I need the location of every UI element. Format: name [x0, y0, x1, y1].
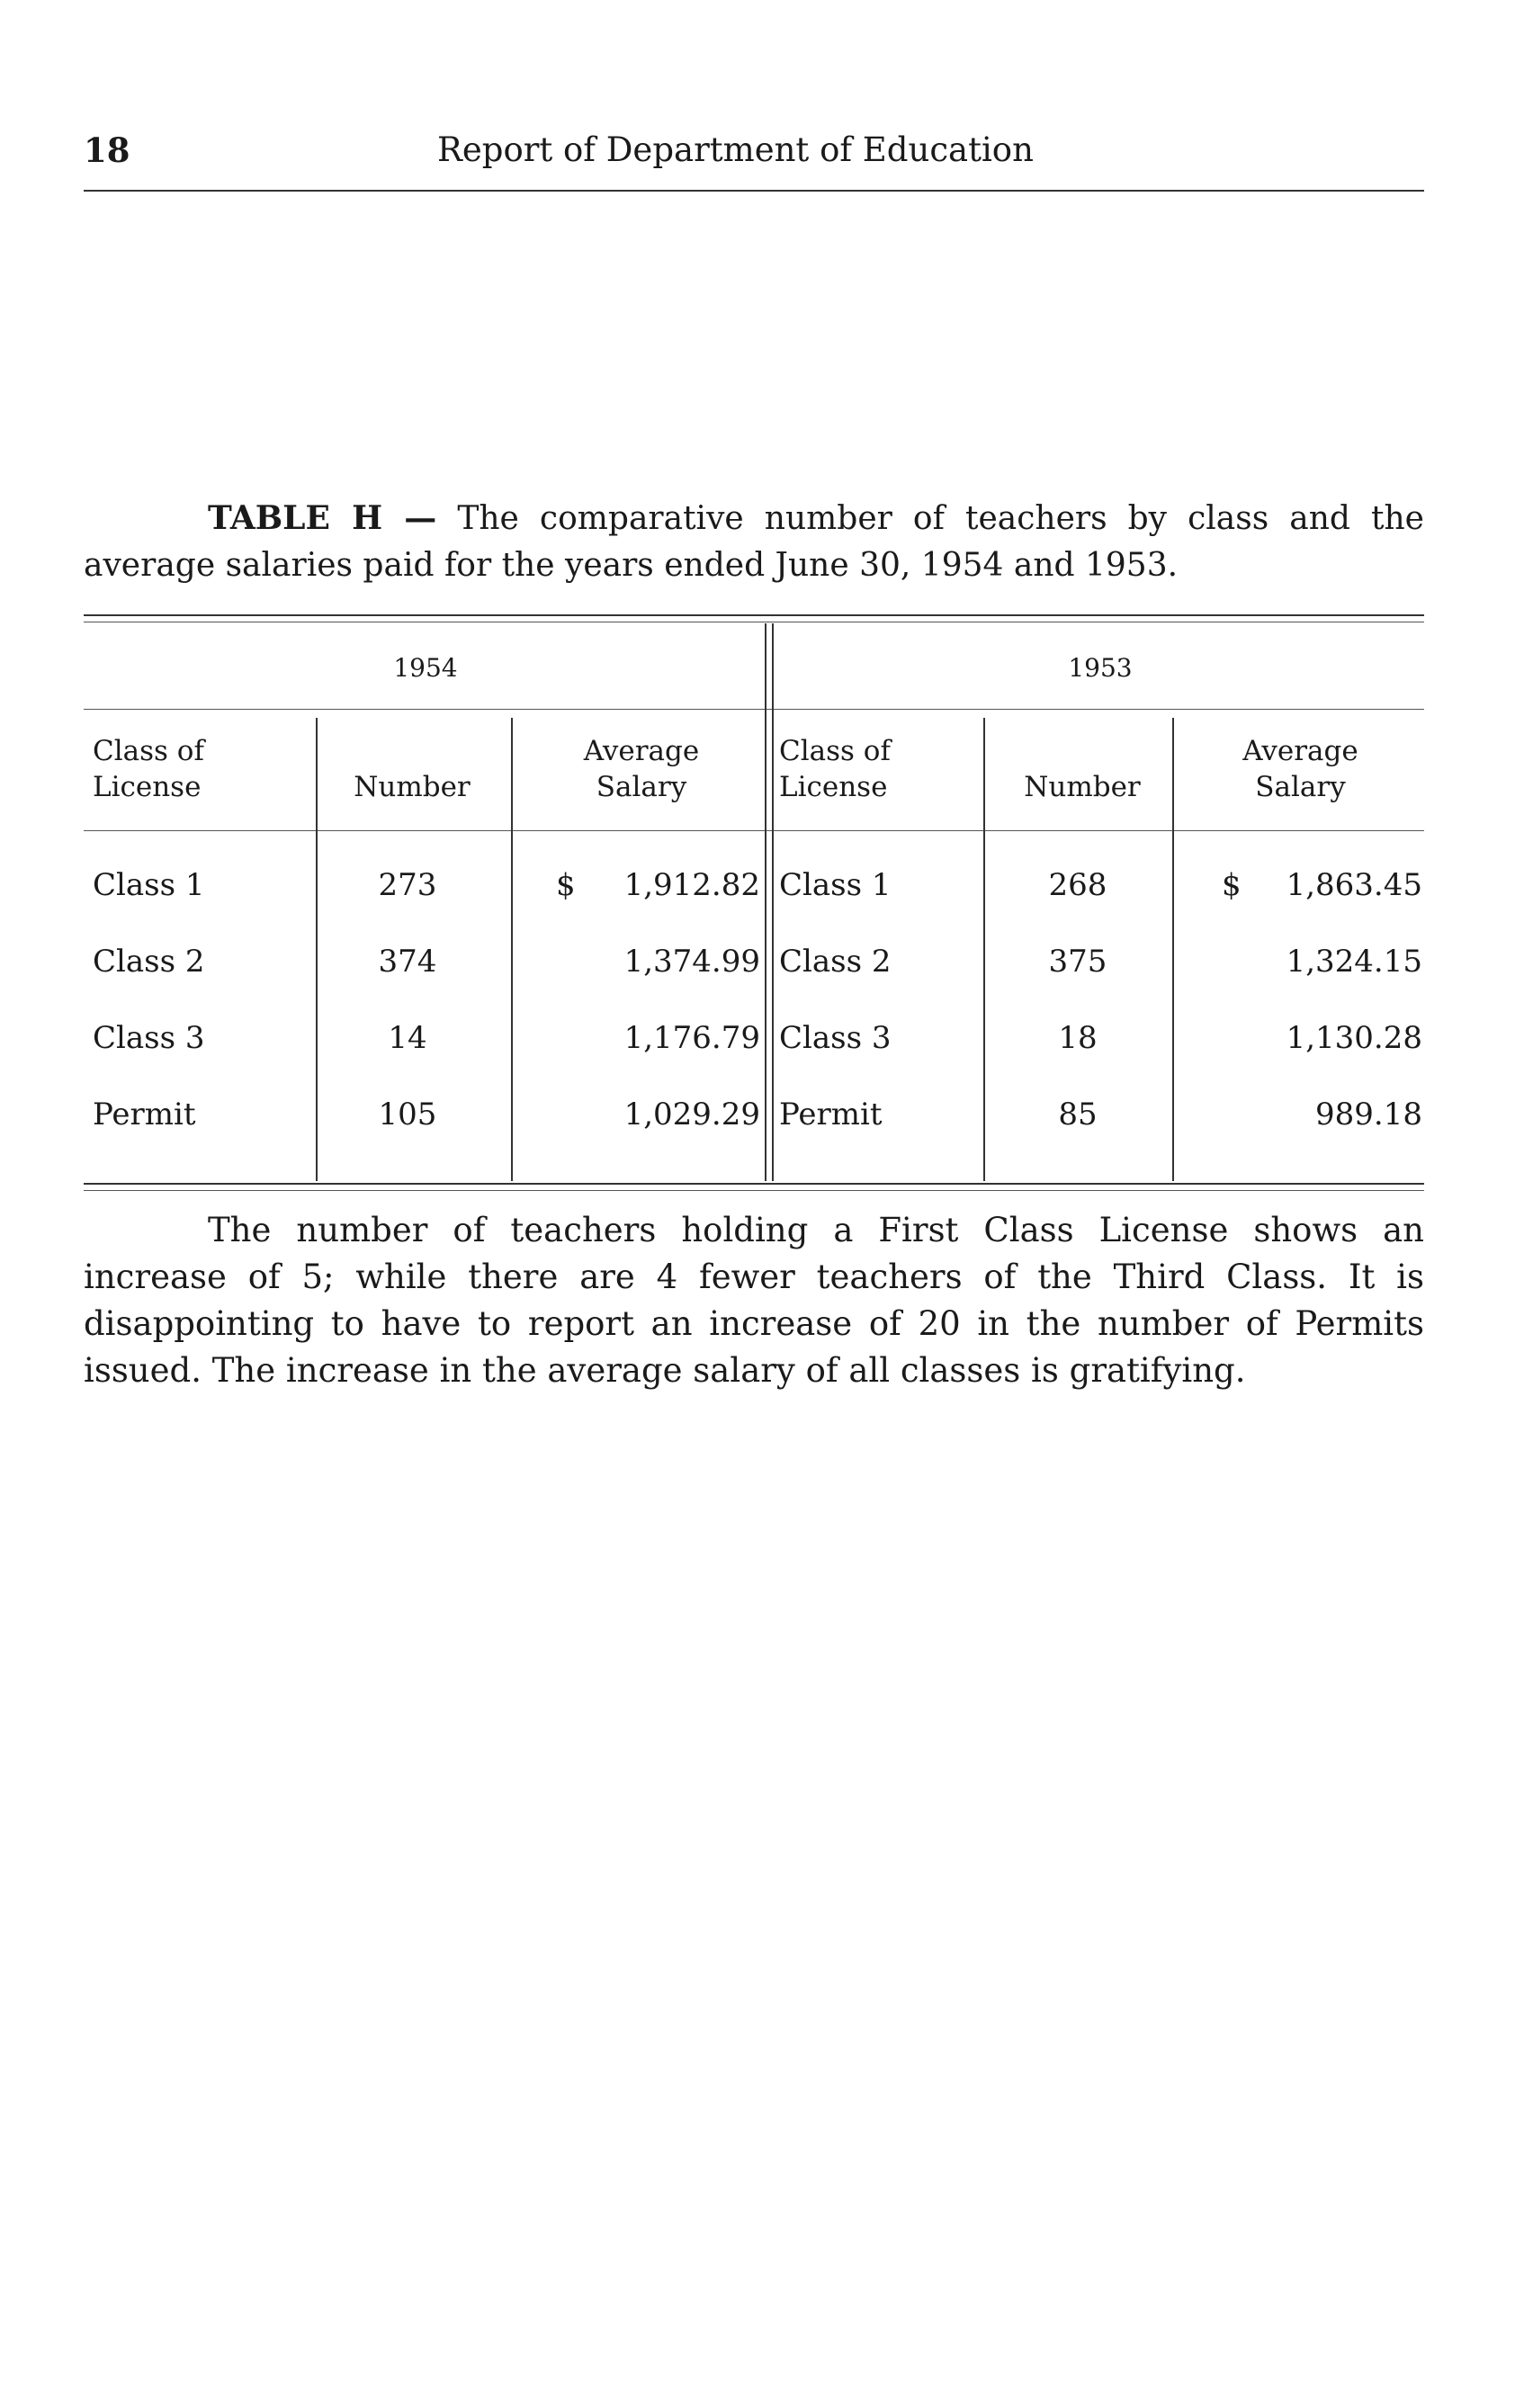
- salary-table: [84, 614, 1424, 1190]
- cell-currency: $: [556, 867, 576, 903]
- col-header-salary-line2: Salary: [596, 771, 687, 803]
- cell-number: 105: [378, 1097, 437, 1132]
- col-header-class-1953: [779, 733, 986, 805]
- cell-number: 374: [378, 944, 437, 980]
- cell-class: Permit: [779, 1097, 883, 1132]
- cell-class: Class 2: [779, 944, 892, 980]
- col-header-salary-line1: Average: [1242, 735, 1358, 767]
- table-bottom-rule: [84, 1183, 1424, 1185]
- col-header-salary-line1: Average: [583, 735, 700, 767]
- col-header-class-line1: Class of: [779, 735, 891, 767]
- table-caption: [84, 495, 1424, 589]
- table-caption-text: The comparative number of teachers by class and the average salaries paid for the years ended June 30, 1954 and 1953.: [84, 500, 1424, 584]
- cell-number: 268: [1048, 867, 1107, 903]
- cell-class: Permit: [93, 1097, 196, 1132]
- cell-salary: 1,374.99: [623, 944, 760, 980]
- cell-currency: $: [1222, 867, 1242, 903]
- cell-class: Class 2: [93, 944, 205, 980]
- page-header: [84, 130, 1424, 192]
- col-header-number-1954: Number: [354, 771, 471, 803]
- cell-salary: 1,912.82: [623, 867, 760, 903]
- cell-salary: 1,130.28: [1286, 1020, 1422, 1056]
- running-head: Report of Department of Education: [437, 130, 1034, 169]
- body-paragraph-text: The number of teachers holding a First Class License shows an increase of 5; while there are 4 fewer teachers of the Third Class. It is disappointing to have to report an increase of 20 in the number of Permits issued. The increase in the average salary of all classes is gratifying.: [84, 1211, 1424, 1390]
- year-header-1954: 1954: [393, 653, 458, 683]
- table-bottom-rule-2: [84, 1190, 1424, 1191]
- col-header-class-line1: Class of: [93, 735, 204, 767]
- col-header-salary-1953: [1177, 733, 1424, 805]
- cell-class: Class 1: [779, 867, 892, 903]
- cell-number: 18: [1058, 1020, 1098, 1056]
- year-header-rule: [84, 709, 1424, 710]
- col-header-salary-line2: Salary: [1255, 771, 1346, 803]
- cell-number: 375: [1048, 944, 1107, 980]
- year-header-1953: 1953: [1068, 653, 1133, 683]
- vline-center-a: [765, 623, 766, 1181]
- col-header-number-1953: Number: [1024, 771, 1141, 803]
- col-header-class-line2: License: [779, 771, 888, 803]
- cell-salary: 1,324.15: [1286, 944, 1422, 980]
- table-top-rule: [84, 614, 1424, 616]
- column-header-rule: [84, 830, 1424, 831]
- vline-center-b: [772, 623, 774, 1181]
- cell-salary: 1,863.45: [1286, 867, 1422, 903]
- cell-number: 273: [378, 867, 437, 903]
- cell-salary: 1,029.29: [623, 1097, 760, 1132]
- cell-number: 85: [1058, 1097, 1098, 1132]
- cell-class: Class 3: [93, 1020, 205, 1056]
- vline-2: [511, 718, 513, 1181]
- col-header-salary-1954: [524, 733, 758, 805]
- cell-class: Class 1: [93, 867, 205, 903]
- cell-salary: 989.18: [1315, 1097, 1422, 1132]
- cell-number: 14: [388, 1020, 427, 1056]
- vline-3: [983, 718, 985, 1181]
- table-label: TABLE H —: [208, 499, 437, 537]
- body-paragraph: [84, 1207, 1424, 1394]
- col-header-class-1954: [93, 733, 300, 805]
- cell-class: Class 3: [779, 1020, 892, 1056]
- vline-4: [1172, 718, 1174, 1181]
- col-header-class-line2: License: [93, 771, 202, 803]
- page-number: 18: [84, 130, 130, 170]
- cell-salary: 1,176.79: [623, 1020, 760, 1056]
